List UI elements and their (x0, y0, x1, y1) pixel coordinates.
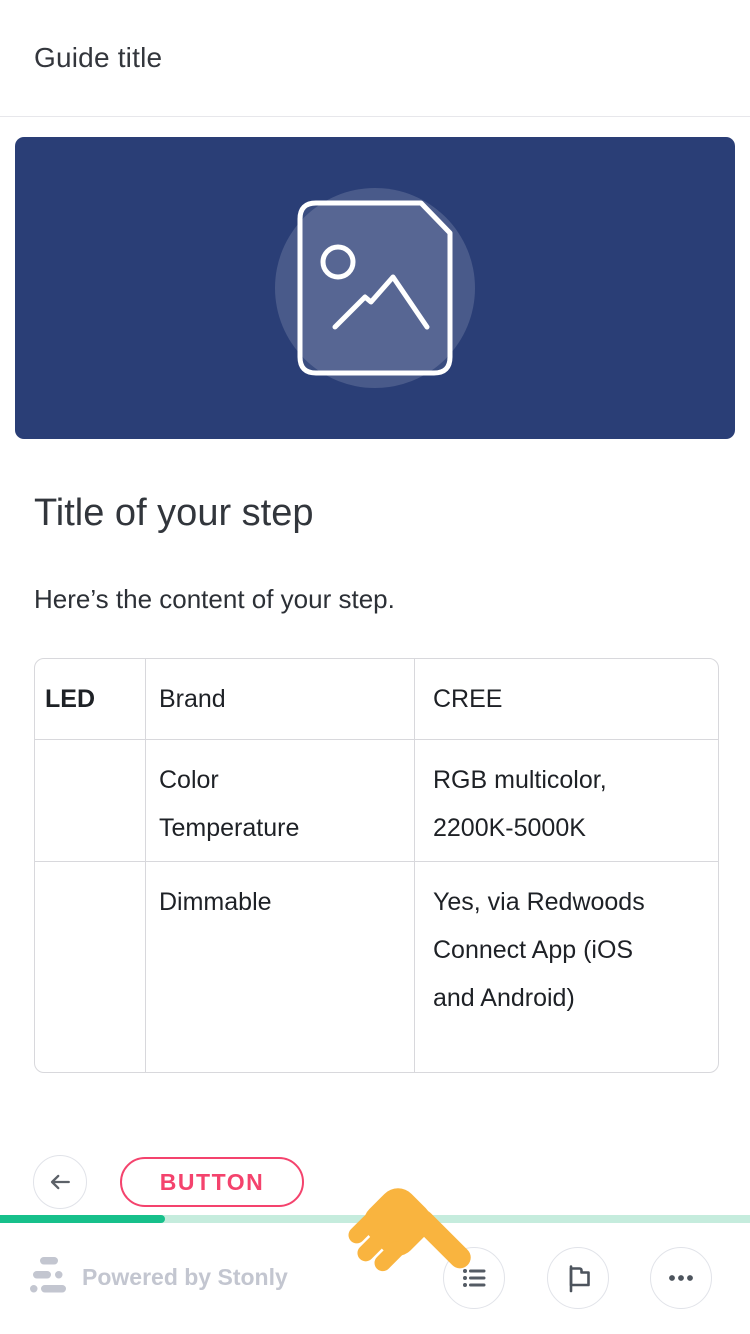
step-content: Here’s the content of your step. (34, 584, 395, 614)
table-cell (35, 861, 145, 1072)
table-cell: RGB multicolor, 2200K-5000K (414, 739, 718, 861)
ellipsis-icon (663, 1260, 699, 1296)
image-placeholder-icon (265, 186, 485, 396)
stonly-logo (30, 1255, 68, 1297)
table-cell: Brand (145, 659, 414, 739)
back-button[interactable] (33, 1155, 87, 1209)
guide-title: Guide title (34, 42, 163, 73)
step-title: Title of your step (34, 492, 314, 534)
step-media-banner (15, 137, 735, 439)
powered-by-label[interactable]: Powered by Stonly (82, 1264, 288, 1290)
table-of-contents-icon (457, 1261, 491, 1295)
progress-bar (0, 1215, 750, 1223)
table-cell (35, 739, 145, 861)
flag-icon (560, 1260, 596, 1296)
more-options-button[interactable] (650, 1247, 712, 1309)
arrow-left-icon (46, 1168, 74, 1196)
table-cell: Yes, via Redwoods Connect App (iOS and Android) (414, 861, 718, 1072)
report-flag-button[interactable] (547, 1247, 609, 1309)
header (0, 0, 750, 117)
step-action-button[interactable]: BUTTON (120, 1157, 304, 1207)
table-cell: Dimmable (145, 861, 414, 1072)
table-cell: CREE (414, 659, 718, 739)
spec-table (34, 658, 719, 1073)
table-cell: Color Temperature (145, 739, 414, 861)
table-of-contents-button[interactable] (443, 1247, 505, 1309)
table-cell: LED (45, 685, 95, 713)
progress-fill (0, 1215, 165, 1223)
